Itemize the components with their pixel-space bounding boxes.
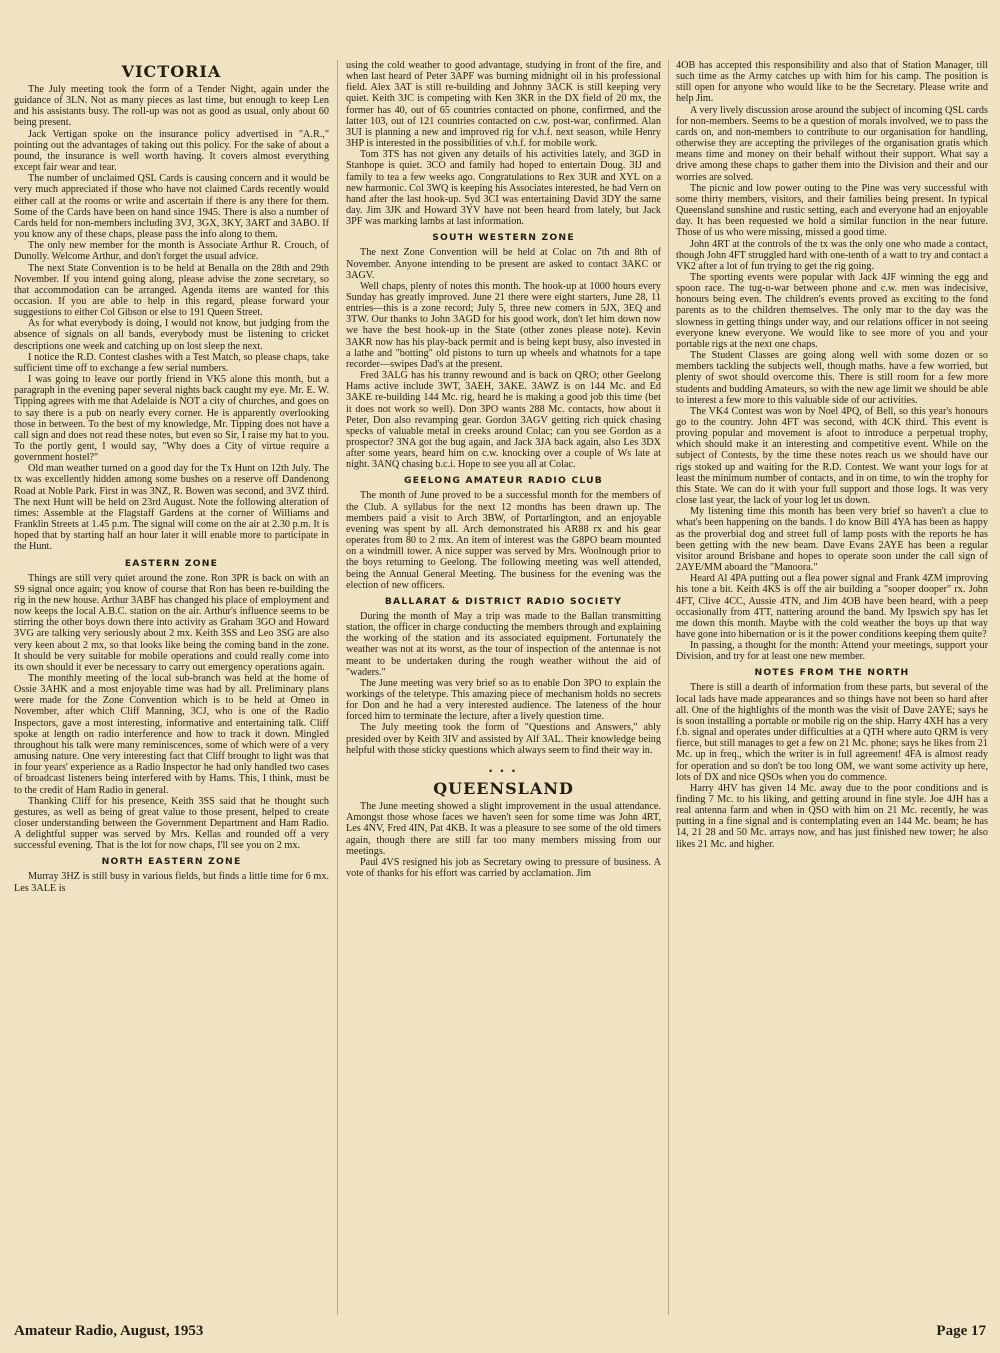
section-title: QUEENSLAND — [433, 779, 574, 799]
section-separator: • • • — [489, 765, 518, 776]
column-2 — [346, 60, 661, 1315]
article-paragraph: The monthly meeting of the local sub-branch was held at the home of Ossie 3AHK and a most enjoyable time was had by all. Preliminary plans were made for the Zone Convention which is to be held at Omeo in November, after which Cliff Manning, 3CJ, who is one of the Radio Inspectors, gave a most interesting, informative and entertaining talk. Cliff spoke at length on radio interference and how to track it down. Mingled throughout his talk were many reminiscences, some of which were of a very amusing nature. One very interesting fact that Cliff brought to light was that in four years' experience as a Radio Inspector he had only handled two cases of broadcast listeners being interfered with by Hams. This, I think, must be to the credit of Ham Radio in general. — [14, 672, 329, 796]
article-paragraph: I notice the R.D. Contest clashes with a Test Match, so please chaps, take sufficient time off to exchange a few serial numbers. — [14, 351, 329, 374]
article-paragraph: As for what everybody is doing, I would not know, but judging from the absence of signals on all bands, everybody must be listening to cricket descriptions one week and catching up on lost sleep the next. — [14, 318, 329, 352]
article-paragraph: The picnic and low power outing to the Pine was very successful with some thirty members, visitors, and their families being present. In typical Queensland sunshine and rustic setting, each and everyone had an enjoyable day. It has been requested we hold a similar function in the near future. Those of us who were missing, missed a good time. — [676, 182, 988, 239]
article-paragraph: John 4RT at the controls of the tx was the only one who made a contact, though John 4FT struggled hard with one-tenth of a watt to try and contact a VK2 after a lot of fun trying to get the rig going. — [676, 238, 988, 272]
page-footer — [14, 1323, 986, 1347]
section-title: VICTORIA — [121, 62, 222, 81]
article-paragraph: The sporting events were popular with Jack 4JF winning the egg and spoon race. The tug-o-war between phone and c.w. men was indecisive, honours being even. The children's events proved as exciting to the fond parents as to the children themselves. The only mar to the day was the slowness in getting things under way, and our relations officer in not seeing everyone knew everyone. We would like to see more of you and your portable rigs at the next one chaps. — [676, 271, 988, 350]
column-1 — [14, 60, 329, 1315]
article-paragraph: Jack Vertigan spoke on the insurance policy advertised in "A.R.," pointing out the advantages of taking out this policy. For the sake of about a pound, the insurance is well worth having. It covers almost everything except fair wear and tear. — [14, 128, 329, 174]
article-paragraph: Well chaps, plenty of notes this month. The hook-up at 1000 hours every Sunday has greatly improved. June 21 there were eight starters, June 28, 11 entries—this is a zone record; July 5, three new comers in 5JX, 3EQ and 3TW. Our thanks to John 3AGD for his good work, don't let him down now we have the best hook-up in the State (other zones please note). Kevin 3AKR now has his play-back permit and is being kept busy, also invested in a lathe and "botting" old pistons to turn up wheels and whatnots for a tape recorder—swipes Dad's at the present. — [346, 280, 661, 370]
subsection-heading: EASTERN ZONE — [124, 557, 219, 569]
subsection-heading: SOUTH WESTERN ZONE — [432, 232, 575, 244]
footer-page-number: Page 17 — [936, 1323, 986, 1339]
column-divider — [337, 60, 338, 1315]
column-3 — [676, 60, 988, 1315]
footer-publication: Amateur Radio, August, 1953 — [14, 1323, 204, 1339]
article-paragraph: Thanking Cliff for his presence, Keith 3SS said that he thought such gestures, as well as being of great value to those present, helped to create closer understanding between the Government Department and Ham Radio. A delightful supper was served by Mrs. Kellas and rounded off a very successful evening. That is the lot for now chaps, I'll see you on 2 mx. — [14, 795, 329, 852]
article-paragraph: I was going to leave our portly friend in VK5 alone this month, but a paragraph in the evening paper several nights back caught my eye. Mr. E. W. Tipping agrees with me that Adelaide is NOT a city of churches, and goes on to say there is a pub on nearly every corner. He is apparently overlooking those in between. To the best of my knowledge, Mr. Tipping does not have a call sign and does not read these notes, but even so Sir, I raise my hat to you. To the portly gent, I would say, "Why does a City of virtue require a government hostel?" — [14, 374, 329, 464]
article-paragraph: In passing, a thought for the month: Attend your meetings, support your Division, and try for at least one new member. — [676, 640, 988, 663]
article-paragraph: The next Zone Convention will be held at Colac on 7th and 8th of November. Anyone intending to be present are asked to contact 3AKC or 3AGV. — [346, 247, 661, 281]
article-paragraph: Harry 4HV has given 14 Mc. away due to the poor conditions and is finding 7 Mc. to his liking, and getting around in fine style. Joe 4JH has a real antenna farm and when in QSO with him on 21 Mc. recently, he was putting in a fine signal and is contemplating even an 144 Mc. beam; he has 14, 21 28 and 50 Mc. arrays now, and has just finished new tower; he also likes 21 Mc. and higher. — [676, 782, 988, 850]
article-paragraph: The only new member for the month is Associate Arthur R. Crouch, of Dunolly. Welcome Arthur, and don't forget the usual advice. — [14, 240, 329, 263]
subsection-heading: BALLARAT & DISTRICT RADIO SOCIETY — [384, 595, 623, 607]
subsection-heading: NOTES FROM THE NORTH — [754, 667, 910, 679]
article-paragraph: 4OB has accepted this responsibility and also that of Station Manager, till such time as the Army catches up with him for his camp. The position is still open for anyone who would like to be the Secretary. Please write and help Jim. — [676, 60, 988, 105]
article-paragraph: Fred 3ALG has his tranny rewound and is back on QRO; other Geelong Hams active include 3WT, 3AEH, 3AKE. 3AWZ is on 144 Mc. and Ed 3AKE re-building 144 Mc. rig, heard he is making a good job this time (bet it does not work so well). Don 3PO wants 288 Mc. contacts, how about it Peter, Don also revamping gear. Gordon 3AGV getting rich quick chasing specks of valuable metal in creeks around Colac; can you see Gordon as a prospector? 3NA got the bug again, and Jack 3JA back again, also Les 3DX after some years, heard him on c.w. knocking over a couple of Ws late at night. 3ANQ chasing b.c.i. Hope to see you all at Colac. — [346, 370, 661, 471]
article-paragraph: Heard Al 4PA putting out a flea power signal and Frank 4ZM improving his tone a bit. Keith 4KS is off the air building a "sooper dooper" rx. John 4FT, Clive 4CC, Aussie 4TN, and Jim 4OB have been heard, with a peep occasionally from 4TT, nattering around the band. My Ipswich spy has let me down this month. Maybe with the cold weather the boys up that way have gone into hibernation or is it the power conditions keeping them quite? — [676, 573, 988, 640]
article-paragraph: using the cold weather to good advantage, studying in front of the fire, and when last heard of Peter 3APF was burning midnight oil in his professional field. Alex 3AT is still re-building and Johnny 3ACK is still keeping very quiet. Keith 3JC is competing with Ken 3KR in the DX field of 20 mx, the former has 40, out of 65 countries contacted on phone, confirmed, and the latter 103, out of 121 countries contacted on c.w. post-war, confirmed. Alan 3UI is planning a new and improved rig for v.h.f. next season, while Henry 3HP is interested in the possibilities of v.h.f. for mobile work. — [346, 60, 661, 150]
subsection-heading: NORTH EASTERN ZONE — [101, 856, 242, 868]
article-paragraph: The month of June proved to be a successful month for the members of the Club. A syllabus for the next 12 months has been drawn up. The members paid a visit to Arch 3BW, of Portarlington, and an enjoyable evening was spent by all. Arch demonstrated his AR88 rx and his gear operates from 80 to 2 mx. An item of interest was the G8PO beam mounted on a windmill tower. A nice supper was served by Mrs. Woolnough prior to the boys returning to Geelong. The following meeting was well attended, being the Annual General Meeting. The business for the evening was the election of new officers. — [346, 490, 661, 591]
article-paragraph: During the month of May a trip was made to the Ballan transmitting station, the officer in charge conducting the members through and explaining the working of the station and its associated equipment. Fortunately the weather was not at its worst, as the tour of inspection of the antennae is not meant to be undertaken during the rough weather without the aid of "waders." — [346, 610, 661, 678]
article-paragraph: The July meeting took the form of "Questions and Answers," ably presided over by Keith 3IV and assisted by Alf 3AL. Their knowledge being helpful with those sticky questions which always seem to find their way in. — [346, 722, 661, 756]
article-paragraph: Things are still very quiet around the zone. Ron 3PR is back on with an S9 signal once again; you know of course that Ron has been re-building the rig in the new house. Arthur 3ABF has changed his place of employment and now keeps the local A.B.C. station on the air. Arthur's influence seems to be stirring the other boys down there into activity as Graham 3GO and Howard 3VG are talking very seriously about 2 mx. Keith 3SS and Leo 3SG are also very keen about 2 mx, so that looks like being the coming band in the zone. It should be very suitable for mobile operations and could really come into its own should it ever be necessary to carry out emergency operations again. — [14, 572, 329, 673]
article-paragraph: Paul 4VS resigned his job as Secretary owing to pressure of business. A vote of thanks for his effort was carried by acclamation. Jim — [346, 856, 661, 879]
article-paragraph: The June meeting was very brief so as to enable Don 3PO to explain the workings of the teletype. This amazing piece of mechanism holds no secrets for Don and he had a very interested audience. The lateness of the hour forced him to terminate the lecture, after a lively question time. — [346, 677, 661, 723]
article-paragraph: Murray 3HZ is still busy in various fields, but finds a little time for 6 mx. Les 3ALE is — [14, 871, 329, 894]
article-paragraph: The June meeting showed a slight improvement in the usual attendance. Amongst those whose faces we haven't seen for some time was John 4RT, Les 4NV, Fred 4IN, Pat 4KB. It was a pleasure to see some of the old timers again, though there are still far too many members missing from our meetings. — [346, 801, 661, 857]
article-paragraph: The July meeting took the form of a Tender Night, again under the guidance of 3LN. Not as many pieces as last time, but enough to keep Len and his assistants busy. The roll-up was not as good as usual, only about 60 being present. — [14, 84, 329, 129]
article-paragraph: The Student Classes are going along well with some dozen or so members tackling the subjects well, though maths. have a few worried, but plenty of swot should overcome this. There is still room for a few more students and budding Amateurs, so with the new age limit we should be able to interest a few more to this valuable side of our activities. — [676, 350, 988, 406]
article-paragraph: There is still a dearth of information from these parts, but several of the local lads have made appearances and so things have not been so hard after all. One of the highlights of the month was the visit of Dave 2AYE; says he is soon installing a portable or mobile rig on the ship. Harry 4XH has a very f.b. signal and operates under difficulties at a QTH where auto QRM is very fierce, but still manages to get a few on 21 Mc. phone; says he likes from 21 Mc. up in freq., which the writer is in full agreement! 4FA is almost ready for operation and so don't be too long OM, we want some activity up here, lots of DX and nice QSOs when you do commence. — [676, 682, 988, 783]
article-paragraph: Tom 3TS has not given any details of his activities lately, and 3GD in Stanhope is quiet. 3CO and family had hoped to entertain Doug. 3IJ and family to tea a few weeks ago. Congratulations to Rex 3UR and XYL on a new harmonic. Col 3WQ is keeping his Associates interested, he had Vern on hand after the last hook-up. Syd 3CI was entertaining David 3DY the same day. Jim 3JK and Howard 3YV have not been heard from lately, but Jack 3PF was marking lambs at last information. — [346, 149, 661, 228]
article-paragraph: A very lively discussion arose around the subject of incoming QSL cards for non-members. Seems to be a question of morals involved, we to pass the cards on, and non-members to contribute to our organisation for handling, otherwise they are accepting the privileges of the organisation gratis which means time and money on their behalf without their support. What say a drive among these chaps to gather them into the Division and their and our worries are solved. — [676, 104, 988, 183]
article-paragraph: The number of unclaimed QSL Cards is causing concern and it would be very much appreciated if those who have not claimed Cards recently would either call at the rooms or write and ascertain if there is any there for them. Some of the Cards have been on hand since 1945. There is also a number of Cards held for non-members including 3VJ, 3GX, 3KY, 3ART and 3ABO. If you know any of these chaps, please pass the info along to them. — [14, 173, 329, 241]
article-paragraph: My listening time this month has been very brief so haven't a clue to what's been happening on the bands. I do know Bill 4YA has been as happy as the proverbial dog and street full of lamp posts with the reports he has been getting with the new beam. Dave Evans 2AYE has been a regular visitor around Brisbane and hopes to operate soon under the call sign of 2AYE/MM aboard the "Manoora." — [676, 506, 988, 574]
article-paragraph: Old man weather turned on a good day for the Tx Hunt on 12th July. The tx was excellently hidden among some bushes on a reserve off Dandenong Road at Noble Park. First in was 3NZ, R. Bowen was second, and 3VZ third. The next Hunt will be held on 23rd August. Note the following alteration of times: Assemble at the Flagstaff Gardens at the corner of Williams and Franklin Streets at 1.45 p.m. The signal will come on the air at 2.30 p.m. It is hoped that by starting half an hour later it will enable more to participate in the Hunt. — [14, 463, 329, 553]
column-divider — [668, 60, 669, 1315]
article-paragraph: The VK4 Contest was won by Noel 4PQ, of Bell, so this year's honours go to the country. John 4FT was second, with 4CK third. This event is proving popular and movement is afoot to introduce a perpetual trophy, which should make it an interesting and competitive event. While on the subject of Contests, by the time these notes reach us we should have our rigs stoked up and waiting for the R.D. Contest. We want your logs for at least the minimum number of contacts, and in on time, to win the trophy for this State. We can do it with your full support and those logs. It was very close last year, the lack of your log let us down. — [676, 405, 988, 507]
article-paragraph: The next State Convention is to be held at Benalla on the 28th and 29th November. If you intend going along, please advise the zone secretary, so that accommodation can be arranged. Agenda items are wanted for this occasion. If you are able to help in this regard, please forward your suggestions to either Col Gibson or else to 191 Queen Street. — [14, 262, 329, 319]
subsection-heading: GEELONG AMATEUR RADIO CLUB — [404, 475, 603, 487]
